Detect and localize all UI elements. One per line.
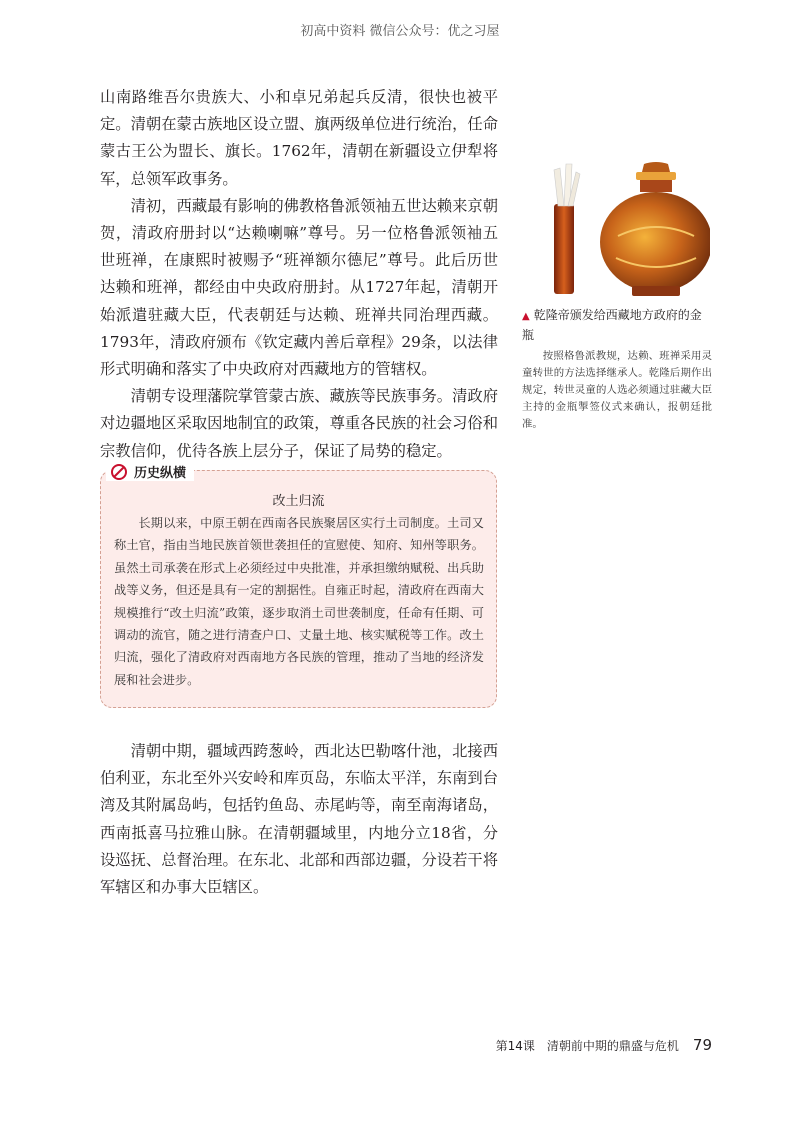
box-body: 长期以来，中原王朝在西南各民族聚居区实行土司制度。土司又称土官，指由当地民族首领世袭担任的宣慰使、知府、知州等职务。虽然土司承袭在形式上必须经过中央批准，并承担缴纳赋税、出兵助战等义务，但还是具有一定的割据性。自雍正时起，清政府在西南大规模推行“改土归流”政策，逐步取消土司世袭制度，任命有任期、可调动的流官，随之进行清查户口、丈量土地、核实赋税等工作。改土归流，强化了清政府对西南地方各民族的管理，推动了当地的经济发展和社会进步。 <box>114 516 484 687</box>
golden-urn-figure <box>540 160 710 298</box>
golden-urn-icon <box>540 160 710 298</box>
box-label: 历史纵横 <box>106 462 194 481</box>
paragraph: 山南路维吾尔贵族大、小和卓兄弟起兵反清，很快也被平定。清朝在蒙古族地区设立盟、旗两级单位进行统治，任命蒙古王公为盟长、旗长。1762年，清朝在新疆设立伊犁将军，总领军政事务。 <box>100 88 498 188</box>
page-footer <box>496 1036 712 1054</box>
caption-title: ▲ 乾隆帝颁发给西藏地方政府的金瓶 <box>522 308 702 342</box>
paragraph: 清朝中期，疆域西跨葱岭，西北达巴勒喀什池，北接西伯利亚，东北至外兴安岭和库页岛，东临太平洋，东南到台湾及其附属岛屿，包括钓鱼岛、赤尾屿等，南至南海诸岛，西南抵喜马拉雅山脉。在清朝疆域里，内地分立18省，分设巡抚、总督治理。在东北、北部和西部边疆，分设若干将军辖区和办事大臣辖区。 <box>100 742 498 897</box>
triangle-icon: ▲ <box>522 311 530 322</box>
page-header: 初高中资料 微信公众号：优之习屋 <box>300 24 500 39</box>
history-box <box>100 462 497 708</box>
history-section-icon <box>110 463 128 481</box>
paragraph: 清初，西藏最有影响的佛教格鲁派领袖五世达赖来京朝贺，清政府册封以“达赖喇嘛”尊号。另一位格鲁派领袖五世班禅，在康熙时被赐予“班禅额尔德尼”尊号。此后历世达赖和班禅，都经由中央政府册封。从1727年起，清朝开始派遣驻藏大臣，代表朝廷与达赖、班禅共同治理西藏。1793年，清政府颁布《钦定藏内善后章程》29条，以法律形式明确和落实了中央政府对西藏地方的管辖权。 <box>100 196 498 379</box>
lesson-title: 第14课 清朝前中期的鼎盛与危机 <box>495 1039 679 1053</box>
main-text <box>100 84 498 465</box>
caption-body: 按照格鲁派教规，达赖、班禅采用灵童转世的方法选择继承人。乾隆后期作出规定，转世灵童的人选必须通过驻藏大臣主持的金瓶掣签仪式来确认，报朝廷批准。 <box>522 350 712 430</box>
figure-caption <box>522 306 712 433</box>
page-number: 79 <box>692 1036 712 1054</box>
main-text-2 <box>100 738 498 901</box>
paragraph: 清朝专设理藩院掌管蒙古族、藏族等民族事务。清政府对边疆地区采取因地制宜的政策，尊重各民族的社会习俗和宗教信仰，优待各族上层分子，保证了局势的稳定。 <box>100 387 498 460</box>
box-title: 改土归流 <box>272 494 325 509</box>
